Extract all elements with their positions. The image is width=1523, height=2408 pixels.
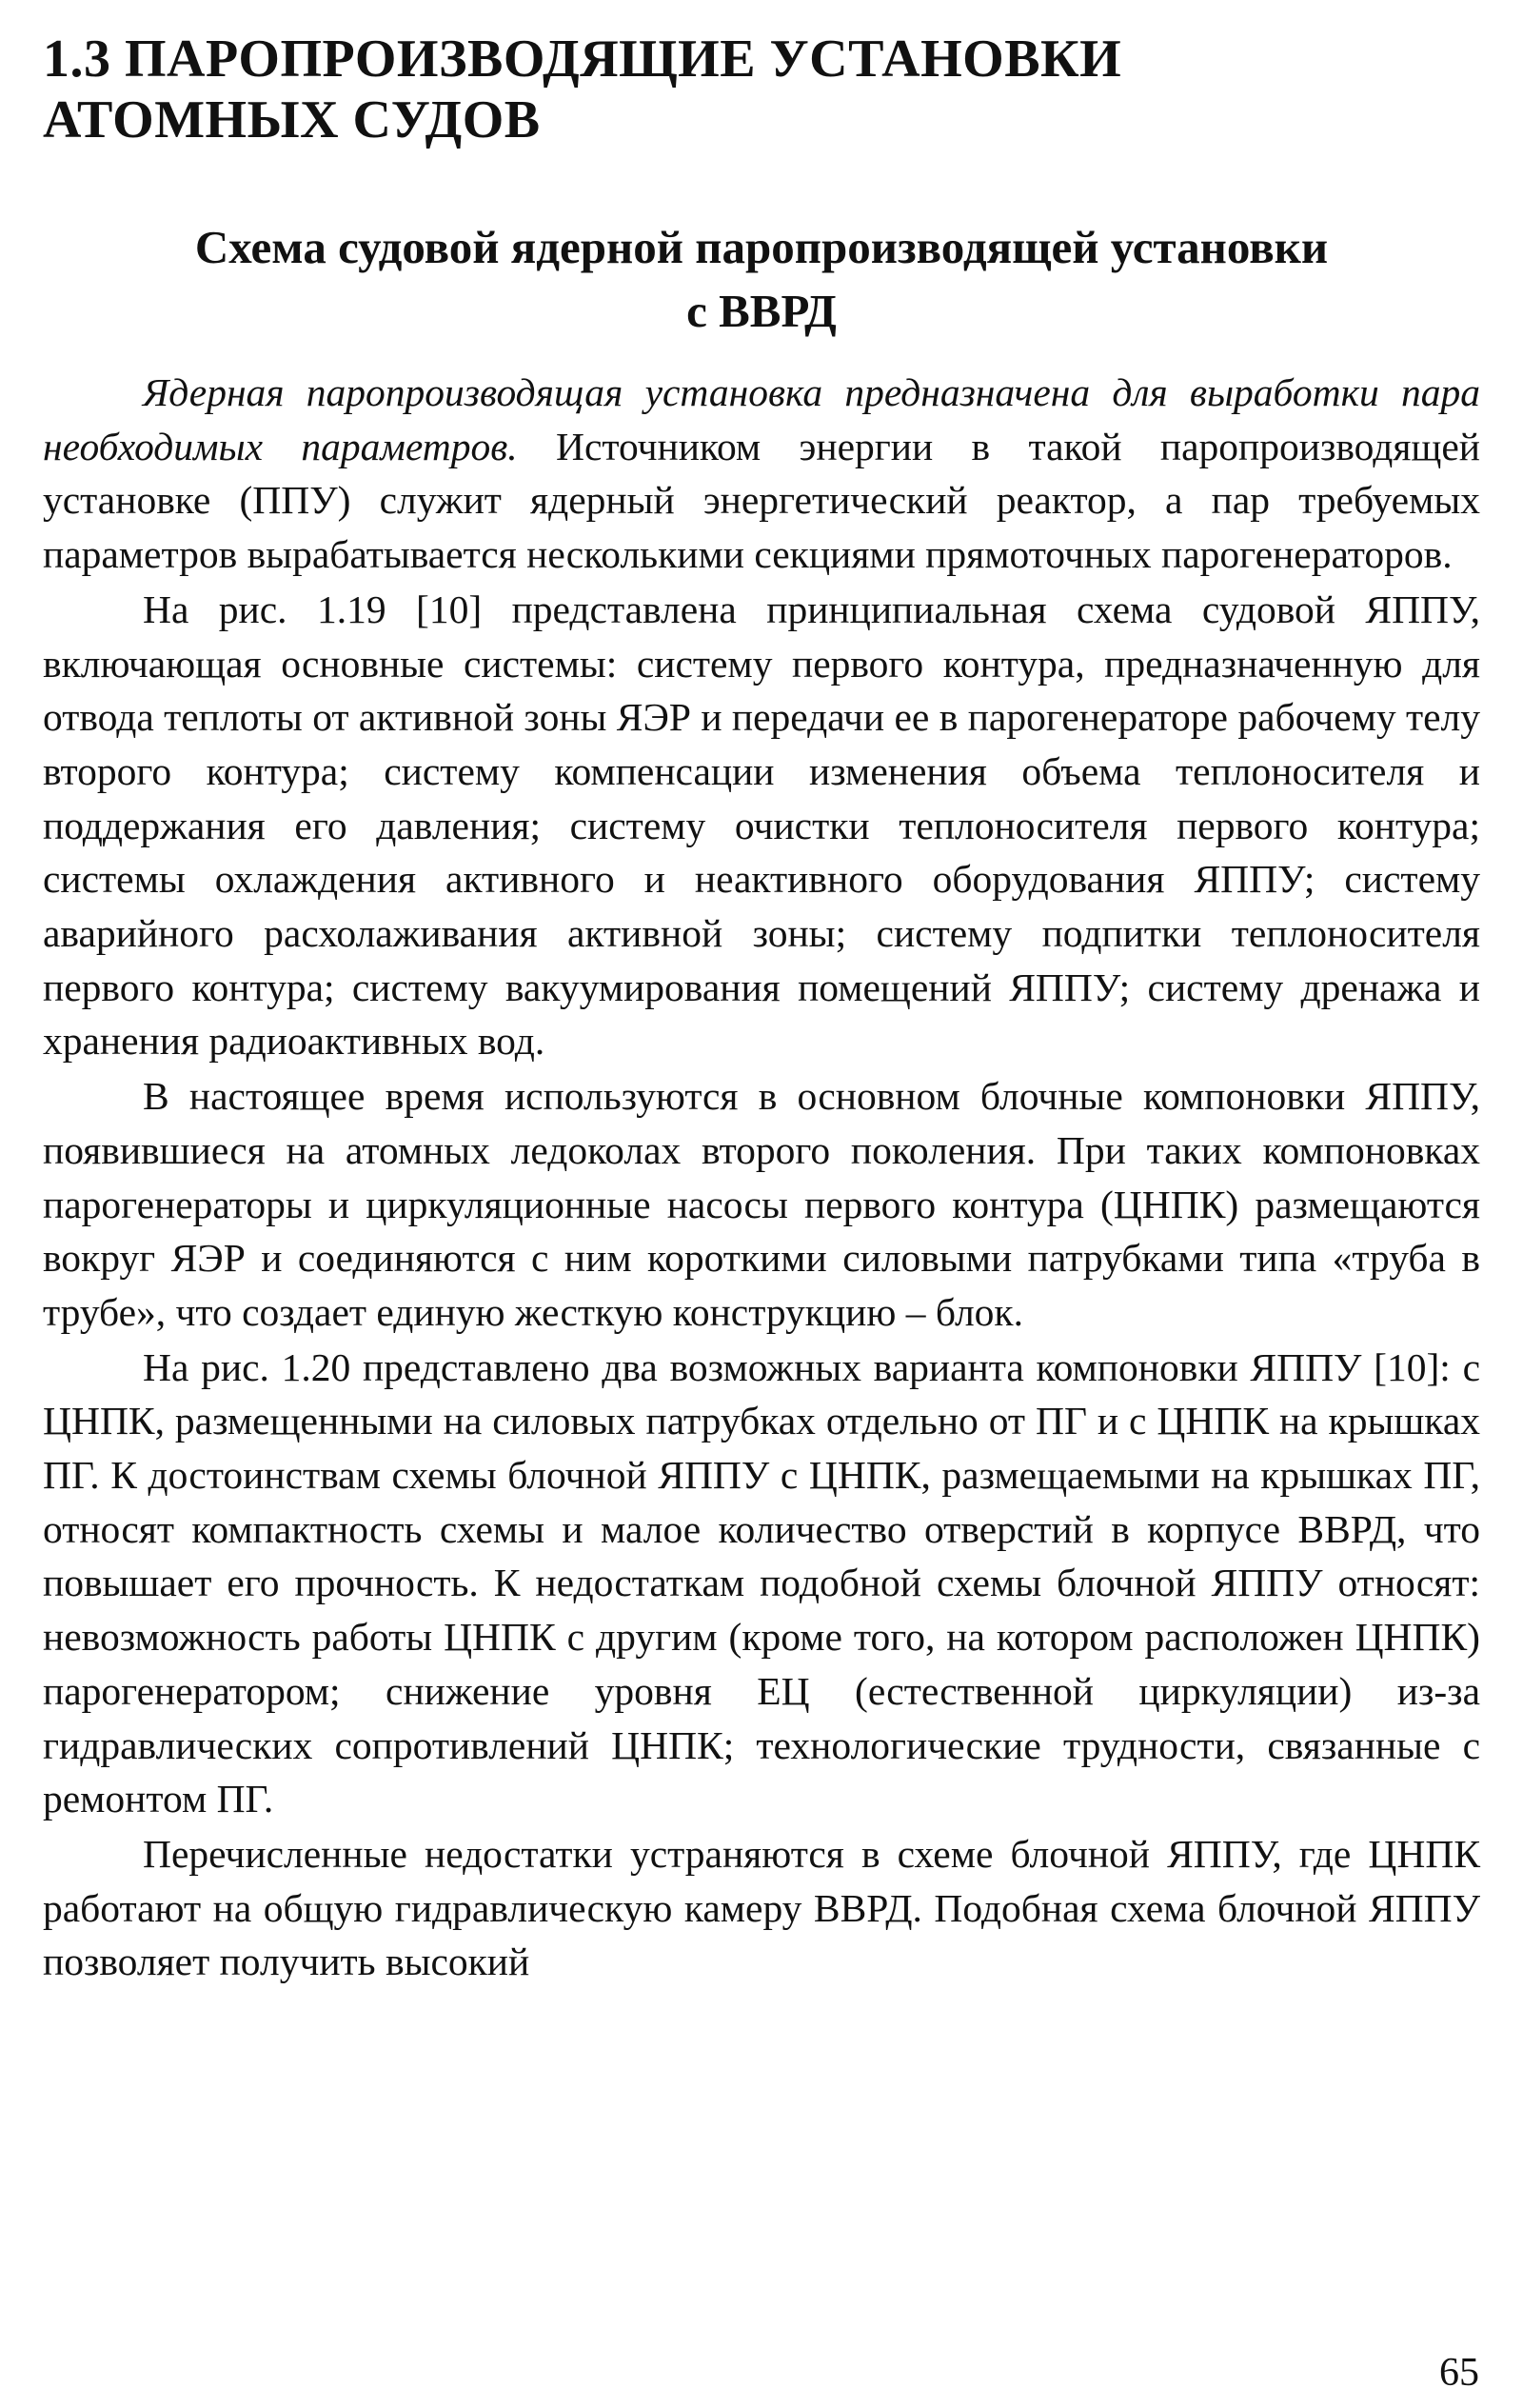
subsection-title bbox=[43, 215, 1480, 343]
page-number: 65 bbox=[1439, 2351, 1479, 2395]
body-text bbox=[43, 366, 1480, 1989]
paragraph-1-italic-lead: Ядерная паропроизводящая установка предназначена для выработки пара необходимых параметров. bbox=[43, 370, 1480, 468]
paragraph-2: На рис. 1.19 [10] представлена принципиальная схема судовой ЯППУ, включающая основные системы: систему первого контура, предназначенную для отвода теплоты от активной зоны ЯЭР и передачи ее в парогенераторе рабочему телу второго контура; систему компенсации изменения объема теплоносителя и поддержания его давления; систему очистки теплоносителя первого контура; системы охлаждения активного и неактивного оборудования ЯППУ; систему аварийного расхолаживания активной зоны; систему подпитки теплоносителя первого контура; систему вакуумирования помещений ЯППУ; систему дренажа и хранения радиоактивных вод. bbox=[43, 587, 1480, 1064]
section-title bbox=[43, 29, 1375, 150]
paragraph-3: В настоящее время используются в основном блочные компоновки ЯППУ, появившиеся на атомных ледоколах второго поколения. При таких компоновках парогенераторы и циркуляционные насосы первого контура (ЦНПК) размещаются вокруг ЯЭР и соединяются с ним короткими силовыми патрубками типа «труба в трубе», что создает единую жесткую конструкцию – блок. bbox=[43, 1074, 1480, 1334]
section-title-line-1: 1.3 ПАРОПРОИЗВОДЯЩИЕ УСТАНОВКИ bbox=[43, 30, 1122, 89]
paragraph-1-text: Источником энергии в такой паропроизводящей установке (ППУ) служит ядерный энергетический реактор, а пар требуемых параметров вырабатывается несколькими секциями прямоточных парогенераторов. bbox=[43, 424, 1480, 577]
paragraph-4: На рис. 1.20 представлено два возможных варианта компоновки ЯППУ [10]: с ЦНПК, размещенными на силовых патрубках отдельно от ПГ и с ЦНПК на крышках ПГ. К достоинствам схемы блочной ЯППУ с ЦНПК, размещаемыми на крышках ПГ, относят компактность схемы и малое количество отверстий в корпусе ВВРД, что повышает его прочность. К недостаткам подобной схемы блочной ЯППУ относят: невозможность работы ЦНПК с другим (кроме того, на котором расположен ЦНПК) парогенератором; снижение уровня ЕЦ (естественной циркуляции) из-за гидравлических сопротивлений ЦНПК; технологические трудности, связанные с ремонтом ПГ. bbox=[43, 1344, 1480, 1821]
paragraph-1 bbox=[43, 366, 1480, 582]
section-title-line-2: АТОМНЫХ СУДОВ bbox=[43, 90, 541, 149]
subsection-title-line-2: с ВВРД bbox=[686, 285, 837, 337]
paragraph-5: Перечисленные недостатки устраняются в схеме блочной ЯППУ, где ЦНПК работают на общую гидравлическую камеру ВВРД. Подобная схема блочной ЯППУ позволяет получить высокий bbox=[43, 1831, 1480, 1984]
subsection-title-line-1: Схема судовой ядерной паропроизводящей установки bbox=[194, 221, 1329, 273]
